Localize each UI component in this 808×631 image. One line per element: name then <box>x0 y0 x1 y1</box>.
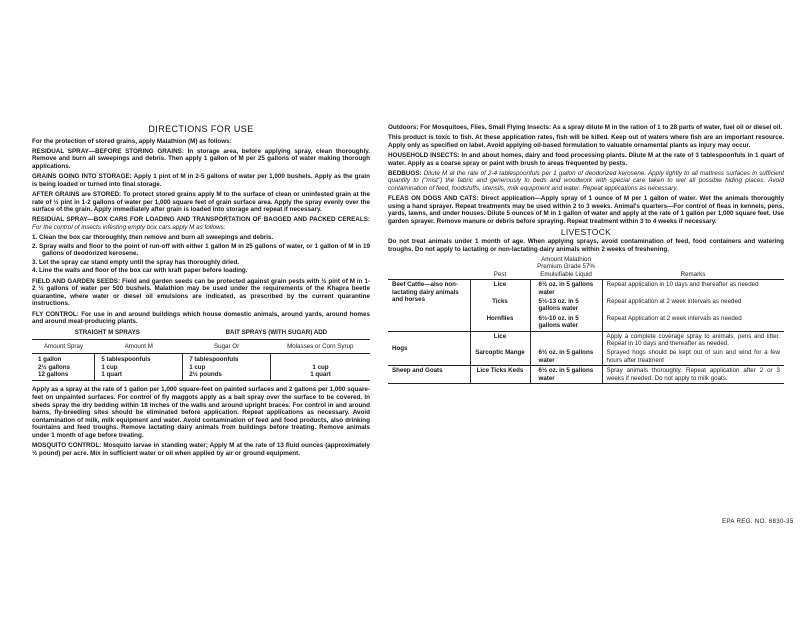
pest-cell: Lice <box>470 331 530 348</box>
livestock-heading: LIVESTOCK <box>560 226 612 237</box>
lead: HOUSEHOLD INSECTS: <box>388 151 460 159</box>
body: Direct application—Apply spray of 1 ounce of M per 1 gallon of water. Wet the animals thoroughly using a hand sprayer. Repeat treatments may be used within 2 to 3 weeks. Animal's quarters—For control of fleas in kennels, pens, yards, lawns, and under houses. Dilute 5 ounces of M in 1 gallon of water and apply at the rate of 1 gallon per 1,000 square feet. Use garden sprayer. Remove manure or debris before spraying. Repeat treatment within 3 to 4 weeks if necessary. <box>388 195 784 225</box>
remarks-cell: Spray animals thoroughly. Repeat application after 2 or 3 weeks if needed. Do not apply to milk goats. <box>602 366 784 384</box>
body: Apply 1 pint of M in 2-5 gallons of water per 1,000 bushels. Apply as the grain is being loaded or turned into final storage. <box>32 173 370 188</box>
residual-spray-paragraph <box>32 148 370 171</box>
table-row <box>32 354 370 364</box>
field-garden-paragraph <box>32 278 370 308</box>
left-column <box>32 126 370 460</box>
step: 1. Clean the box car thoroughly, then remove and burn all sweepings and debris. <box>32 234 274 242</box>
lead: RESIDUAL SPRAY—BEFORE STORING GRAINS: <box>32 147 184 155</box>
body: In storage area, before applying spray, clean thoroughly. Remove and burn all sweepings and debris. Then apply 1 gallon of M per 25 gallons of water making thorough applications. <box>32 147 370 170</box>
cell: 2½ pounds <box>183 371 271 381</box>
pest-cell: Lice Ticks Keds <box>470 366 530 384</box>
bedbugs-paragraph <box>388 170 784 193</box>
fly-control-table <box>32 328 370 381</box>
fish-warning-paragraph: This product is toxic to fish. At these application rates, fish will be killed. Keep out of waters where fish are an important resource. Apply only as specified on label. Avoid applying oil-based formulation to valuable ornamental plants as injury may occur. <box>388 134 784 149</box>
household-insects-paragraph <box>388 152 784 167</box>
remarks-cell: Repeat application in 10 days and thereafter as needed <box>606 281 759 289</box>
livestock-intro: Do not treat animals under 1 month of age. When applying sprays, avoid contamination of feed, food containers and watering troughs. Do not apply to lactating or non-lactating dairy animals within 2 weeks of freshening. <box>388 238 784 253</box>
grains-storage-paragraph <box>32 173 370 188</box>
lead: RESIDUAL SPRAY—BOX CARS FOR LOADING AND TRANSPORTATION OF BAGGED AND PACKED CEREALS: <box>32 216 370 224</box>
lead: BEDBUGS: <box>388 169 422 177</box>
column-header: Sugar Or <box>183 339 271 353</box>
box-car-steps <box>32 234 370 275</box>
fly-control-paragraph <box>32 311 370 326</box>
amount-cell: 6½ oz. in 5 gallons water <box>530 280 602 297</box>
column-header: Pest <box>470 256 530 280</box>
body: Mosquito larvae in standing water; Apply M at the rate of 13 fluid ounces (approximately ½ pound) per acre. Mix in sufficient water or oil when applied by air or ground equipment. <box>32 442 370 457</box>
step: 3. Let the spray car stand empty until the spray has thoroughly dried. <box>32 258 240 266</box>
animal-cell: Beef Cattle—also non-lactating dairy animals and horses <box>388 280 470 331</box>
fleas-paragraph <box>388 195 784 225</box>
box-cars-paragraph <box>32 216 370 231</box>
pest-cell: Sarcoptic Mange <box>470 348 530 365</box>
table-row <box>388 280 784 297</box>
cell: 12 gallons <box>32 371 95 381</box>
body: To protect stored grains apply M to the surface of clean or uninfested grain at the rate of ½ pint in 1-2 gallons of water per 1,000 square feet of grain surface area. Apply the spray evenly over the surface of the grain. Apply immediately after grain is loaded into storage and repeat if necessary. <box>32 190 370 214</box>
livestock-table <box>388 256 784 384</box>
step: 2. Spray walls and floor to the point of run-off with either 1 gallon M in 25 gallons of water, or 1 gallon of M in 19 gallons of deodorized kerosene. <box>32 242 370 258</box>
cell: 7 tablespoonfuls <box>183 354 271 364</box>
remarks-cell: Repeat application at 2 week intervals as needed <box>606 297 742 305</box>
step: 4. Line the walls and floor of the box car with kraft paper before loading. <box>32 267 248 275</box>
column-header: Amount M <box>95 339 183 353</box>
animal-cell: Hogs <box>388 331 470 366</box>
lead: MOSQUITO CONTROL: <box>32 442 102 450</box>
amount-cell <box>530 331 602 348</box>
cell: 1 cup <box>183 364 271 371</box>
pest-cell: Hornflies <box>470 314 530 331</box>
amount-cell: 6½ oz. in 5 gallons water <box>530 348 602 365</box>
lead: AFTER GRAINS are STORED: <box>32 190 122 198</box>
cell: 1 gallon <box>32 354 95 364</box>
cell: 1 quart <box>95 371 183 381</box>
outdoors-paragraph: Outdoors: For Mosquitoes, Flies, Small Flying Insects: As a spray dilute M in the ration of 1 to 28 parts of water, fuel oil or diesel oil. <box>388 124 783 131</box>
group-header: BAIT SPRAYS (WITH SUGAR) ADD <box>183 328 370 339</box>
intro-text: For the protection of stored grains, apply Malathion (M) as follows: <box>32 137 232 145</box>
lead: FIELD AND GARDEN SEEDS: <box>32 277 121 285</box>
amount-cell: 5½-13 oz. in 5 gallons water <box>530 297 602 314</box>
body: For use in and around buildings which house domestic animals, around yards, around homes and around meat-producing plants. <box>32 310 370 326</box>
amount-cell: 6½ oz. in 5 gallons water <box>530 366 602 384</box>
cell: 1 cup <box>312 363 329 371</box>
right-column <box>388 124 784 384</box>
cell: 1 quart <box>271 371 370 381</box>
epa-registration-number: EPA REG. NO. 6830-35 <box>722 518 794 525</box>
remarks-cell: Repeat Application at 2 week intervals as needed <box>602 314 784 331</box>
body: Dilute M at the rate of 2-4 tablespoonfuls per 1 gallon of deodorized kerosene. Apply lightly to all mattress surfaces in sufficient quantity to ("mist") the fabric and generously to beds and woodwork with special care taken to wet all possible hiding places. Avoid contamination of feed, foodstuffs, utensils, milk equipment and water. Repeat applications as necessary. <box>388 169 784 192</box>
table-row <box>388 331 784 348</box>
column-header: Remarks <box>602 256 784 280</box>
animal-cell: Sheep and Goats <box>388 366 470 384</box>
page-title: DIRECTIONS FOR USE <box>148 124 254 134</box>
mosquito-control-paragraph <box>32 442 370 457</box>
table-row <box>388 366 784 384</box>
column-header: Amount Spray <box>32 339 95 353</box>
table-row <box>32 371 370 381</box>
table-row <box>32 364 370 371</box>
fly-application-paragraph: Apply as a spray at the rate of 1 gallon per 1,000 square-feet on painted surfaces and 2 gallons per 1,000 square-feet on unpainted surfaces. For control of fly maggots apply as a bait spray over the surface to be covered. In sheds spray the dry bedding within 18 inches of the walls and around upright braces. For control in and around barns, fly-breeding sites should be eliminated before application. Repeat applications as necessary. Avoid contamination of milk, milk equipment and water. Avoid contamination of feed and food products, also drinking fountains and feed troughs. Remove lactating dairy animals from buildings before treating. Remove animals under 1 month of age before treating. <box>32 386 370 439</box>
cell: 5 tablespoonfuls <box>95 354 183 364</box>
pest-cell: Lice <box>470 280 530 297</box>
remarks-cell: Sprayed hogs should be kept out of sun and wind for a few hours after treatment <box>602 348 784 365</box>
body: In and about homes, dairy and food processing plants. Dilute M at the rate of 3 tablespoonfuls in 1 quart of water. Apply as a coarse spray or paint with brush to areas frequented by pests. <box>388 151 784 167</box>
group-header: STRAIGHT M SPRAYS <box>32 328 183 339</box>
amount-cell: 6½-10 oz. in 5 gallons water <box>530 314 602 331</box>
cell: 2½ gallons <box>32 364 95 371</box>
column-header <box>388 256 470 280</box>
lead: FLY CONTROL: <box>32 310 79 318</box>
column-header: Molasses or Corn Syrup <box>271 339 370 353</box>
lead: FLEAS ON DOGS AND CATS: <box>388 195 479 203</box>
body: For the control of insects infesting empty box cars apply M as follows: <box>32 223 226 231</box>
cell <box>271 354 370 364</box>
lead: GRAINS GOING INTO STORAGE: <box>32 173 132 181</box>
after-grains-paragraph <box>32 191 370 214</box>
pest-cell: Ticks <box>470 297 530 314</box>
remarks-cell: Apply a complete coverage spray to animals, pens and litter. Repeat in 10 days and thereafter as needed. <box>606 332 780 347</box>
column-header: Amount Malathion Premium Grade 57% Emulsifiable Liquid <box>530 256 602 280</box>
cell: 1 cup <box>95 364 183 371</box>
body: Field and garden seeds can be protected against grain pests with ½ pint of M in 1-2 ½ gallons of water per 500 bushels. Malathion may be used under the requirements of the Khapra beetle quarantine, where water or diesel oil emulsions are indicated, as prescribed by the current quarantine instructions. <box>32 277 370 308</box>
